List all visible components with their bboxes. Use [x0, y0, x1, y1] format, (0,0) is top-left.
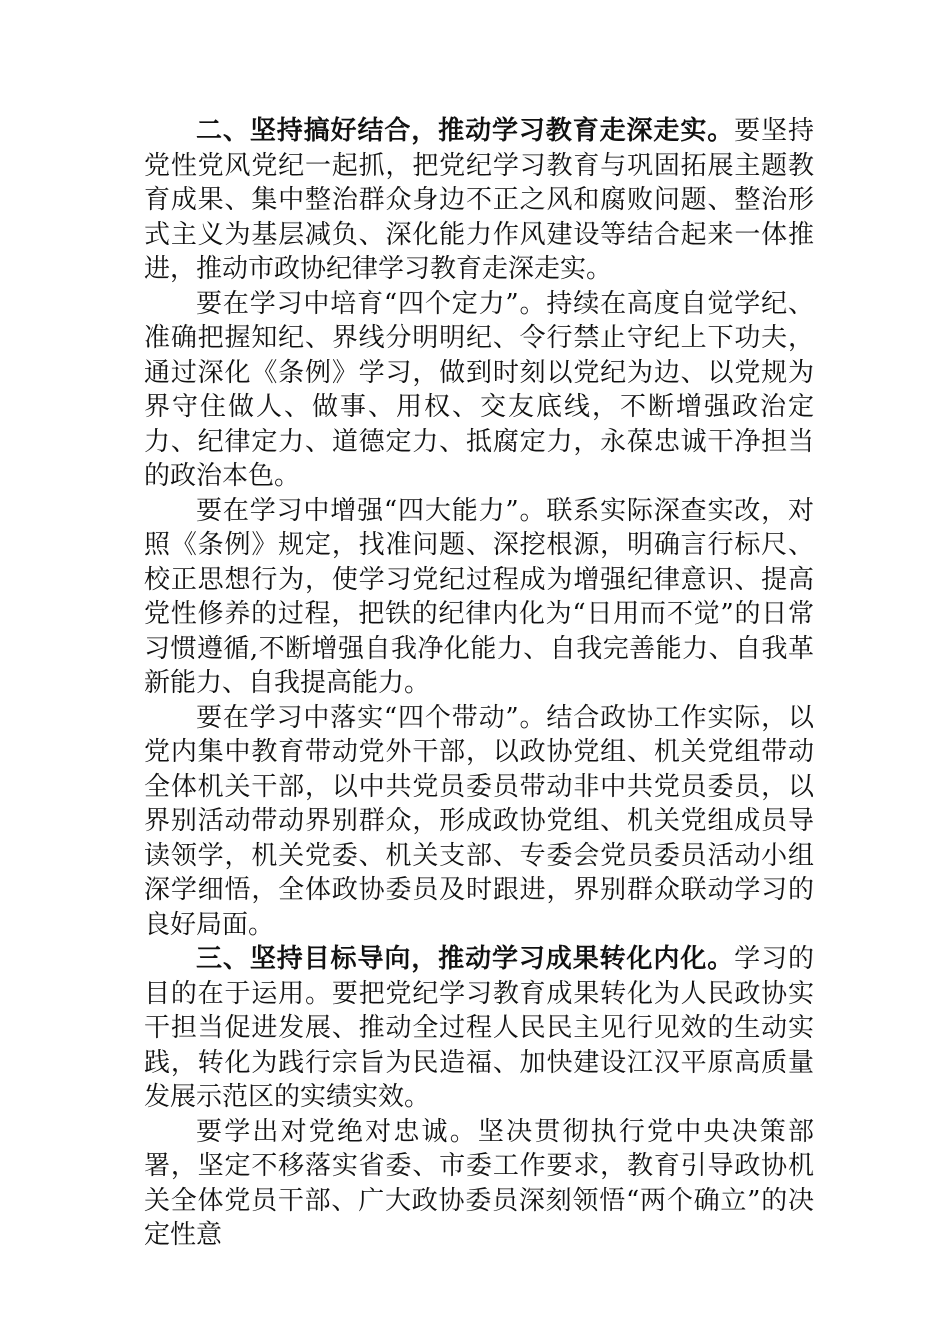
document-body	[144, 114, 814, 1253]
paragraph-2	[144, 287, 814, 494]
paragraph-text: 要在学习中增强“四大能力”。联系实际深查实改，对照《条例》规定，找准问题、深挖根源，明确言行标尺、校正思想行为，使学习党纪过程成为增强纪律意识、提高党性修养的过程，把铁的纪律内化为“日用而不觉”的日常习惯遵循,不断增强自我净化能力、自我完善能力、自我革新能力、自我提高能力。	[144, 495, 814, 698]
paragraph-text: 要在学习中培育“四个定力”。持续在高度自觉学纪、准确把握知纪、界线分明明纪、令行禁止守纪上下功夫，通过深化《条例》学习，做到时刻以党纪为边、以党规为界守住做人、做事、用权、交友底线，不断增强政治定力、纪律定力、道德定力、抵腐定力，永葆忠诚干净担当的政治本色。	[144, 288, 814, 491]
section-heading-3: 三、坚持目标导向，推动学习成果转化内化。	[196, 944, 735, 974]
paragraph-3	[144, 494, 814, 701]
paragraph-text: 要坚持党性党风党纪一起抓，把党纪学习教育与巩固拓展主题教育成果、集中整治群众身边不正之风和腐败问题、整治形式主义为基层减负、深化能力作风建设等结合起来一体推进，推动市政协纪律学习教育走深走实。	[144, 116, 814, 284]
paragraph-4	[144, 701, 814, 943]
section-heading-2: 二、坚持搞好结合，推动学习教育走深走实。	[196, 116, 735, 146]
paragraph-text: 要在学习中落实“四个带动”。结合政协工作实际，以党内集中教育带动党外干部，以政协党组、机关党组带动全体机关干部，以中共党员委员带动非中共党员委员，以界别活动带动界别群众，形成政协党组、机关党组成员导读领学，机关党委、机关支部、专委会党员委员活动小组深学细悟，全体政协委员及时跟进，界别群众联动学习的良好局面。	[144, 702, 814, 940]
paragraph-text: 要学出对党绝对忠诚。坚决贯彻执行党中央决策部署，坚定不移落实省委、市委工作要求，教育引导政协机关全体党员干部、广大政协委员深刻领悟“两个确立”的决定性意	[144, 1116, 814, 1250]
paragraph-6	[144, 1115, 814, 1253]
paragraph-text: 学习的目的在于运用。要把党纪学习教育成果转化为人民政协实干担当促进发展、推动全过程人民民主见行见效的生动实践，转化为践行宗旨为民造福、加快建设江汉平原高质量发展示范区的实绩实效。	[144, 944, 814, 1112]
paragraph-1	[144, 114, 814, 287]
paragraph-5	[144, 942, 814, 1115]
